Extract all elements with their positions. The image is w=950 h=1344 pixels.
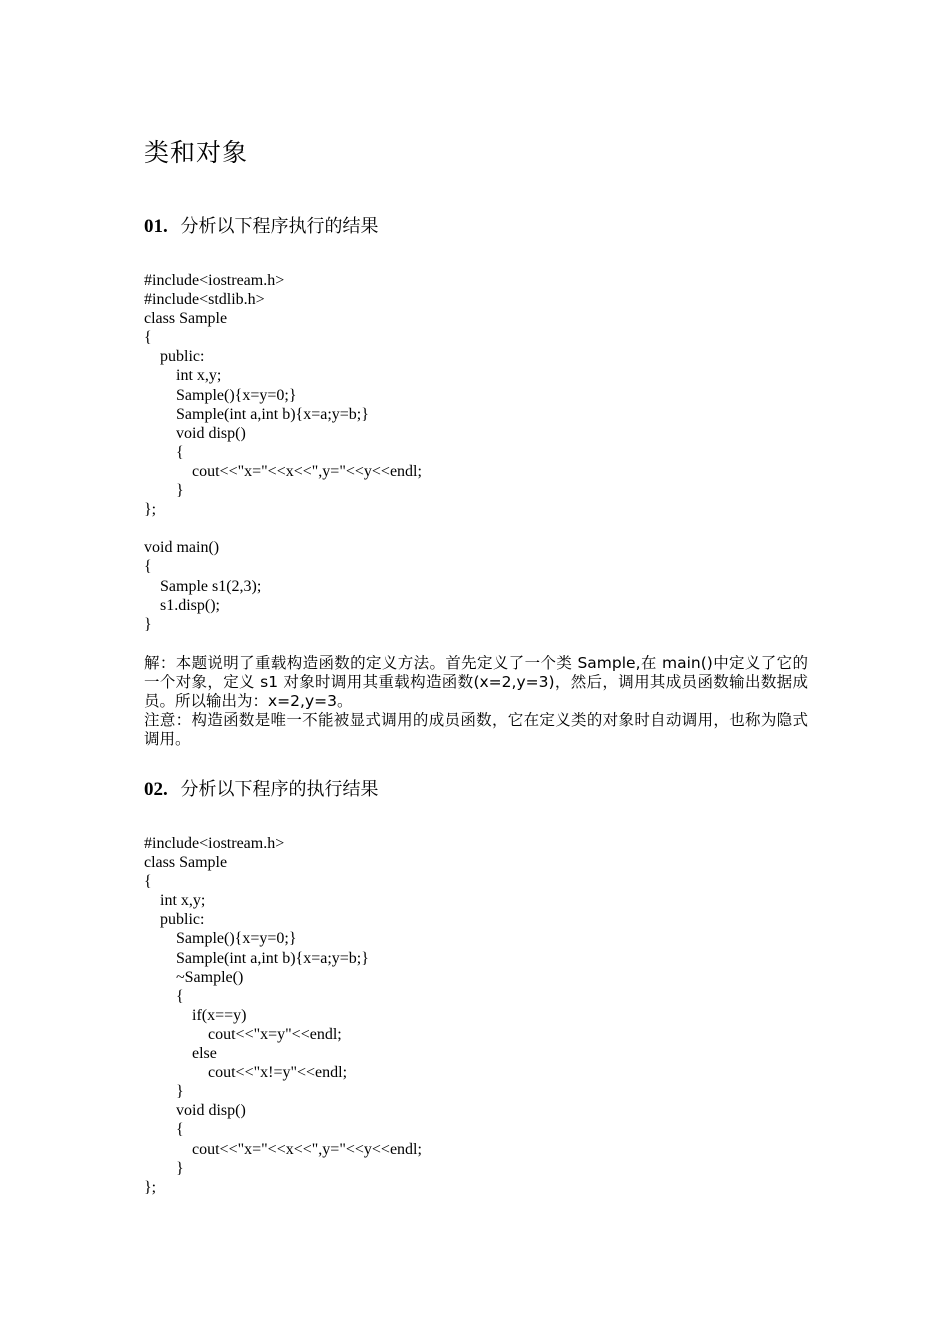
code-line: {	[144, 1121, 184, 1139]
code-line: {	[144, 443, 184, 461]
code-line: {	[144, 558, 152, 576]
code-line: else	[144, 1045, 217, 1063]
question-02-code	[144, 834, 422, 1197]
code-line: cout<<"x!=y"<<endl;	[144, 1064, 348, 1082]
code-line: public:	[144, 348, 205, 366]
code-line	[144, 519, 422, 538]
code-line: cout<<"x="<<x<<",y="<<y<<endl;	[144, 1140, 422, 1158]
question-01-code	[144, 271, 422, 634]
code-line: void disp()	[144, 424, 246, 442]
code-line: {	[144, 987, 184, 1005]
question-prompt: 分析以下程序的执行结果	[180, 779, 379, 800]
question-number: 02.	[144, 779, 168, 800]
note-text: 注意：构造函数是唯一不能被显式调用的成员函数，它在定义类的对象时自动调用，也称为隐式调用。	[144, 711, 808, 749]
code-line: {	[144, 329, 152, 347]
code-line: Sample(int a,int b){x=a;y=b;}	[144, 405, 369, 423]
code-line: Sample s1(2,3);	[144, 577, 262, 595]
code-line: Sample(){x=y=0;}	[144, 930, 297, 948]
solution-text: 解：本题说明了重载构造函数的定义方法。首先定义了一个类 Sample,在 main()中定义了它的一个对象，定义 s1 对象时调用其重载构造函数(x=2,y=3)，然后，调用其成员函数输出数据成员。所以输出为：x=2,y=3。	[144, 654, 808, 711]
code-line: Sample(){x=y=0;}	[144, 386, 297, 404]
code-line: void main()	[144, 539, 220, 557]
code-line: #include<stdlib.h>	[144, 291, 265, 309]
code-line: int x,y;	[144, 367, 222, 385]
code-line: public:	[144, 911, 205, 929]
code-line: if(x==y)	[144, 1006, 247, 1024]
code-line: void disp()	[144, 1102, 246, 1120]
code-line: }	[144, 615, 152, 633]
code-line: Sample(int a,int b){x=a;y=b;}	[144, 949, 369, 967]
code-line: #include<iostream.h>	[144, 835, 285, 852]
question-01-heading	[144, 214, 379, 240]
code-line: };	[144, 501, 157, 519]
question-01-explanation	[144, 654, 808, 749]
code-line: class Sample	[144, 310, 228, 328]
code-line: };	[144, 1178, 157, 1196]
code-line: }	[144, 1159, 184, 1177]
code-line: class Sample	[144, 854, 228, 872]
question-prompt: 分析以下程序执行的结果	[180, 216, 379, 237]
code-line: int x,y;	[144, 892, 206, 910]
code-line: cout<<"x="<<x<<",y="<<y<<endl;	[144, 462, 422, 480]
code-line: }	[144, 482, 184, 500]
code-line: ~Sample()	[144, 968, 244, 986]
code-line: }	[144, 1083, 184, 1101]
code-line: #include<iostream.h>	[144, 272, 285, 289]
code-line: {	[144, 873, 152, 891]
question-02-heading	[144, 777, 379, 803]
code-line: s1.disp();	[144, 596, 220, 614]
question-number: 01.	[144, 216, 168, 237]
page-title: 类和对象	[144, 138, 249, 167]
code-line: cout<<"x=y"<<endl;	[144, 1025, 342, 1043]
